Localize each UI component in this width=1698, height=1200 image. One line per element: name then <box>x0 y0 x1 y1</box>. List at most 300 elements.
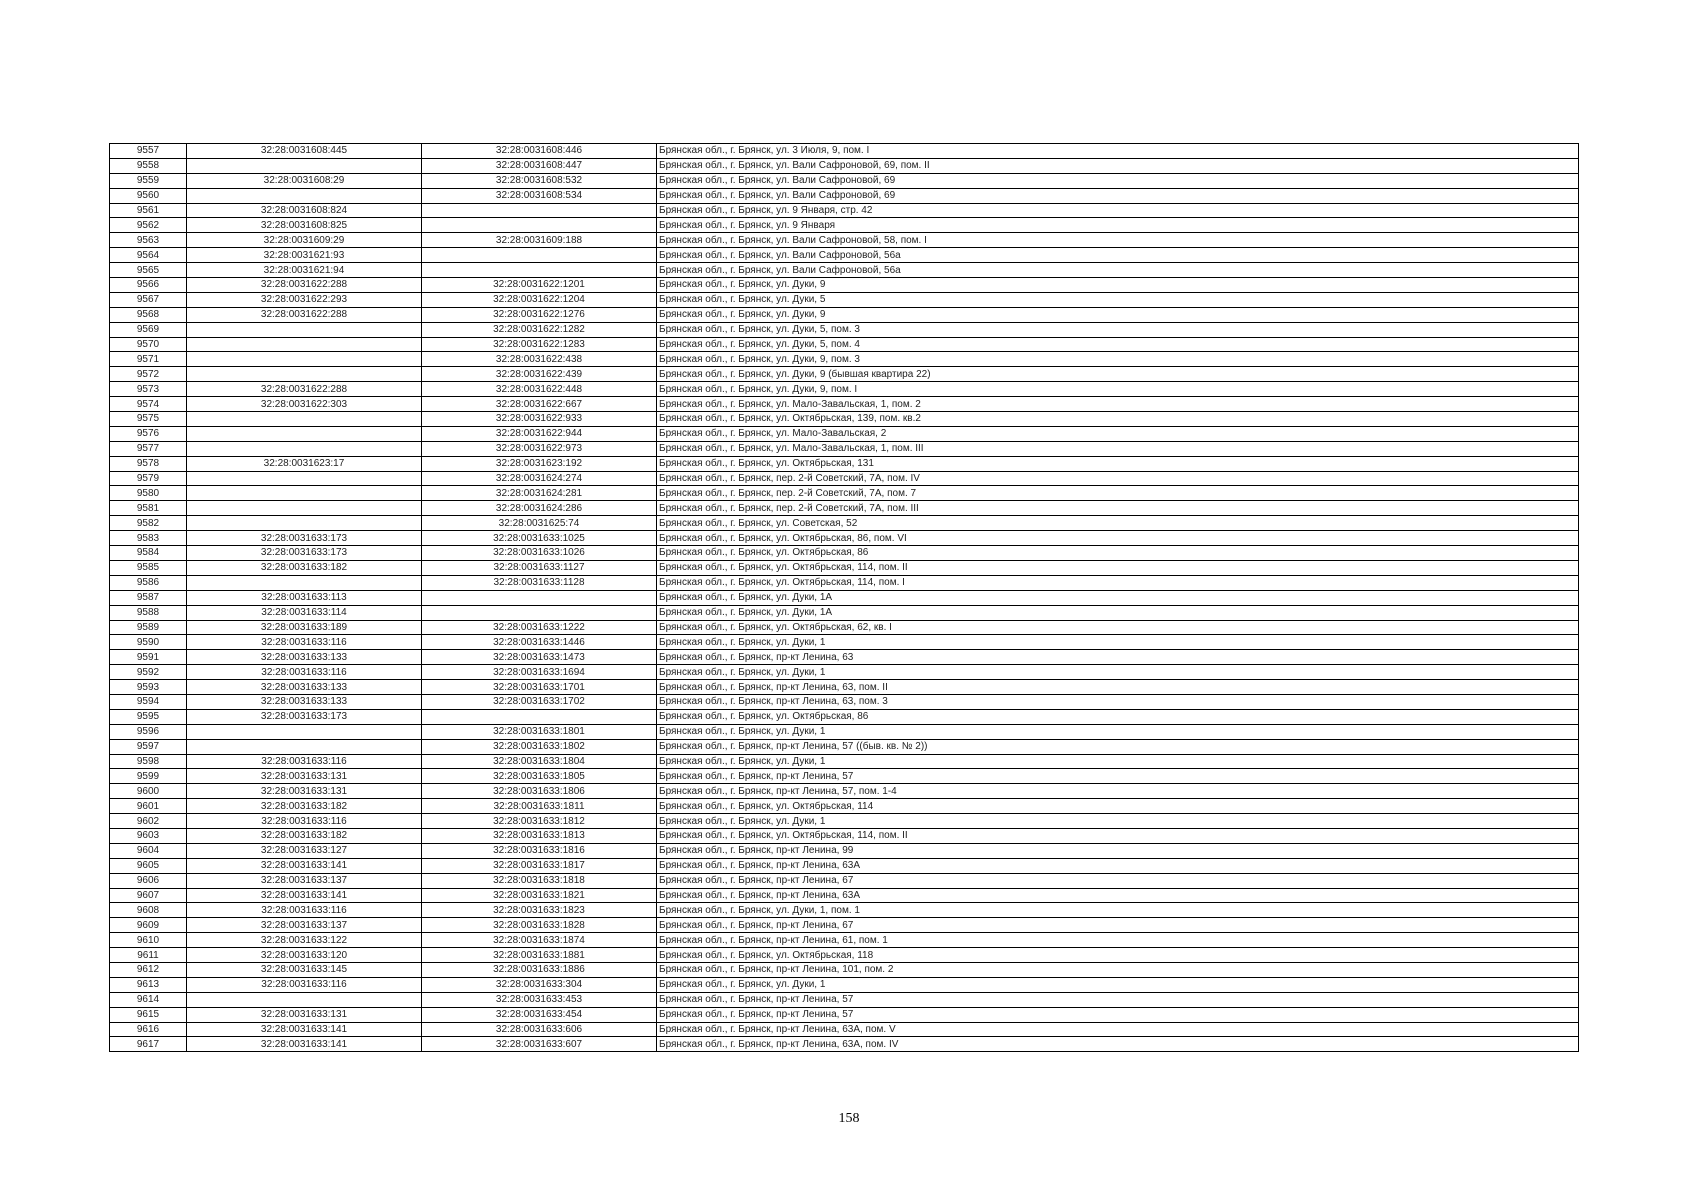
row-number-cell: 9576 <box>110 426 187 441</box>
cadastral-number-cell: 32:28:0031633:1702 <box>422 694 657 709</box>
address-cell: Брянская обл., г. Брянск, ул. Дуки, 1, пом. 1 <box>657 903 1579 918</box>
table-row <box>110 918 1579 933</box>
row-number-cell: 9578 <box>110 456 187 471</box>
table-row <box>110 709 1579 724</box>
row-number-cell: 9585 <box>110 560 187 575</box>
cadastral-number-cell: 32:28:0031633:1222 <box>422 620 657 635</box>
parent-cadastral-number-cell: 32:28:0031633:137 <box>187 918 422 933</box>
parent-cadastral-number-cell: 32:28:0031622:303 <box>187 397 422 412</box>
row-number-cell: 9606 <box>110 873 187 888</box>
address-cell: Брянская обл., г. Брянск, пр-кт Ленина, 63А <box>657 888 1579 903</box>
table-row <box>110 843 1579 858</box>
parent-cadastral-number-cell <box>187 188 422 203</box>
address-cell: Брянская обл., г. Брянск, ул. Октябрьская, 114, пом. II <box>657 828 1579 843</box>
cadastral-number-cell: 32:28:0031633:1818 <box>422 873 657 888</box>
table-row <box>110 546 1579 561</box>
address-cell: Брянская обл., г. Брянск, пр-кт Ленина, 63, пом. II <box>657 680 1579 695</box>
parent-cadastral-number-cell <box>187 426 422 441</box>
address-cell: Брянская обл., г. Брянск, ул. 9 Января <box>657 218 1579 233</box>
cadastral-number-cell: 32:28:0031633:1812 <box>422 814 657 829</box>
row-number-cell: 9572 <box>110 367 187 382</box>
table-body <box>110 144 1579 1052</box>
cadastral-number-cell: 32:28:0031633:453 <box>422 992 657 1007</box>
address-cell: Брянская обл., г. Брянск, ул. Октябрьская, 86 <box>657 546 1579 561</box>
table-row <box>110 337 1579 352</box>
row-number-cell: 9582 <box>110 516 187 531</box>
table-row <box>110 694 1579 709</box>
table-row <box>110 173 1579 188</box>
address-cell: Брянская обл., г. Брянск, ул. Вали Сафроновой, 69, пом. II <box>657 158 1579 173</box>
table-row <box>110 620 1579 635</box>
parent-cadastral-number-cell: 32:28:0031633:131 <box>187 784 422 799</box>
table-row <box>110 397 1579 412</box>
address-cell: Брянская обл., г. Брянск, ул. Дуки, 1А <box>657 605 1579 620</box>
parent-cadastral-number-cell: 32:28:0031633:131 <box>187 1007 422 1022</box>
parent-cadastral-number-cell: 32:28:0031633:182 <box>187 799 422 814</box>
row-number-cell: 9605 <box>110 858 187 873</box>
address-cell: Брянская обл., г. Брянск, пр-кт Ленина, 63А, пом. IV <box>657 1037 1579 1052</box>
address-cell: Брянская обл., г. Брянск, ул. Октябрьская, 114 <box>657 799 1579 814</box>
row-number-cell: 9558 <box>110 158 187 173</box>
cadastral-number-cell: 32:28:0031633:1701 <box>422 680 657 695</box>
address-cell: Брянская обл., г. Брянск, ул. Дуки, 9 <box>657 307 1579 322</box>
cadastral-number-cell <box>422 590 657 605</box>
row-number-cell: 9563 <box>110 233 187 248</box>
cadastral-number-cell: 32:28:0031608:532 <box>422 173 657 188</box>
table-row <box>110 903 1579 918</box>
table-row <box>110 933 1579 948</box>
parent-cadastral-number-cell: 32:28:0031633:127 <box>187 843 422 858</box>
address-cell: Брянская обл., г. Брянск, ул. 3 Июля, 9, пом. I <box>657 144 1579 159</box>
parent-cadastral-number-cell: 32:28:0031621:93 <box>187 248 422 263</box>
row-number-cell: 9616 <box>110 1022 187 1037</box>
parent-cadastral-number-cell: 32:28:0031623:17 <box>187 456 422 471</box>
table-row <box>110 1007 1579 1022</box>
parent-cadastral-number-cell <box>187 158 422 173</box>
address-cell: Брянская обл., г. Брянск, ул. Октябрьская, 114, пом. II <box>657 560 1579 575</box>
row-number-cell: 9612 <box>110 962 187 977</box>
cadastral-number-cell: 32:28:0031622:438 <box>422 352 657 367</box>
address-cell: Брянская обл., г. Брянск, пр-кт Ленина, 57 ((быв. кв. № 2)) <box>657 739 1579 754</box>
parent-cadastral-number-cell: 32:28:0031621:94 <box>187 263 422 278</box>
row-number-cell: 9574 <box>110 397 187 412</box>
row-number-cell: 9609 <box>110 918 187 933</box>
parent-cadastral-number-cell <box>187 412 422 427</box>
row-number-cell: 9561 <box>110 203 187 218</box>
table-row <box>110 144 1579 159</box>
cadastral-number-cell <box>422 709 657 724</box>
row-number-cell: 9568 <box>110 307 187 322</box>
cadastral-number-cell: 32:28:0031625:74 <box>422 516 657 531</box>
parent-cadastral-number-cell: 32:28:0031633:133 <box>187 694 422 709</box>
table-row <box>110 441 1579 456</box>
address-cell: Брянская обл., г. Брянск, пр-кт Ленина, 101, пом. 2 <box>657 962 1579 977</box>
cadastral-number-cell: 32:28:0031624:286 <box>422 501 657 516</box>
address-cell: Брянская обл., г. Брянск, ул. Мало-Завальская, 2 <box>657 426 1579 441</box>
parent-cadastral-number-cell <box>187 322 422 337</box>
address-cell: Брянская обл., г. Брянск, ул. Дуки, 9 (бывшая квартира 22) <box>657 367 1579 382</box>
cadastral-number-cell <box>422 248 657 263</box>
row-number-cell: 9599 <box>110 769 187 784</box>
cadastral-number-cell <box>422 605 657 620</box>
address-cell: Брянская обл., г. Брянск, ул. Мало-Завальская, 1, пом. 2 <box>657 397 1579 412</box>
address-cell: Брянская обл., г. Брянск, пр-кт Ленина, 57, пом. 1-4 <box>657 784 1579 799</box>
parent-cadastral-number-cell: 32:28:0031633:189 <box>187 620 422 635</box>
parent-cadastral-number-cell <box>187 352 422 367</box>
table-row <box>110 739 1579 754</box>
row-number-cell: 9593 <box>110 680 187 695</box>
table-row <box>110 233 1579 248</box>
address-cell: Брянская обл., г. Брянск, ул. Октябрьская, 62, кв. I <box>657 620 1579 635</box>
parent-cadastral-number-cell: 32:28:0031633:131 <box>187 769 422 784</box>
row-number-cell: 9615 <box>110 1007 187 1022</box>
table-row <box>110 665 1579 680</box>
parent-cadastral-number-cell <box>187 575 422 590</box>
parent-cadastral-number-cell: 32:28:0031633:141 <box>187 1037 422 1052</box>
row-number-cell: 9617 <box>110 1037 187 1052</box>
row-number-cell: 9570 <box>110 337 187 352</box>
address-cell: Брянская обл., г. Брянск, ул. Мало-Завальская, 1, пом. III <box>657 441 1579 456</box>
address-cell: Брянская обл., г. Брянск, ул. Дуки, 1 <box>657 814 1579 829</box>
row-number-cell: 9590 <box>110 635 187 650</box>
address-cell: Брянская обл., г. Брянск, ул. Дуки, 9, пом. I <box>657 382 1579 397</box>
row-number-cell: 9591 <box>110 650 187 665</box>
table-row <box>110 992 1579 1007</box>
cadastral-number-cell: 32:28:0031624:274 <box>422 471 657 486</box>
cadastral-number-cell: 32:28:0031633:1026 <box>422 546 657 561</box>
cadastral-number-cell: 32:28:0031622:439 <box>422 367 657 382</box>
table-row <box>110 575 1579 590</box>
table-row <box>110 501 1579 516</box>
parent-cadastral-number-cell: 32:28:0031622:288 <box>187 382 422 397</box>
row-number-cell: 9608 <box>110 903 187 918</box>
cadastral-number-cell: 32:28:0031622:933 <box>422 412 657 427</box>
table-row <box>110 560 1579 575</box>
table-row <box>110 680 1579 695</box>
parent-cadastral-number-cell: 32:28:0031633:113 <box>187 590 422 605</box>
table-row <box>110 650 1579 665</box>
table-row <box>110 888 1579 903</box>
parent-cadastral-number-cell <box>187 724 422 739</box>
parent-cadastral-number-cell <box>187 992 422 1007</box>
table-row <box>110 248 1579 263</box>
cadastral-number-cell: 32:28:0031633:1473 <box>422 650 657 665</box>
table-row <box>110 754 1579 769</box>
cadastral-number-cell: 32:28:0031633:454 <box>422 1007 657 1022</box>
parent-cadastral-number-cell: 32:28:0031622:293 <box>187 292 422 307</box>
row-number-cell: 9594 <box>110 694 187 709</box>
parent-cadastral-number-cell: 32:28:0031608:445 <box>187 144 422 159</box>
table-row <box>110 635 1579 650</box>
parent-cadastral-number-cell: 32:28:0031622:288 <box>187 278 422 293</box>
row-number-cell: 9604 <box>110 843 187 858</box>
address-cell: Брянская обл., г. Брянск, ул. Дуки, 9 <box>657 278 1579 293</box>
address-cell: Брянская обл., г. Брянск, ул. Октябрьская, 131 <box>657 456 1579 471</box>
row-number-cell: 9600 <box>110 784 187 799</box>
parent-cadastral-number-cell: 32:28:0031633:141 <box>187 888 422 903</box>
row-number-cell: 9571 <box>110 352 187 367</box>
cadastral-number-cell: 32:28:0031633:1816 <box>422 843 657 858</box>
row-number-cell: 9613 <box>110 977 187 992</box>
table-row <box>110 962 1579 977</box>
parent-cadastral-number-cell: 32:28:0031633:173 <box>187 531 422 546</box>
cadastral-number-cell: 32:28:0031633:1694 <box>422 665 657 680</box>
cadastral-number-cell: 32:28:0031633:1874 <box>422 933 657 948</box>
row-number-cell: 9569 <box>110 322 187 337</box>
table-row <box>110 307 1579 322</box>
cadastral-number-cell: 32:28:0031633:1804 <box>422 754 657 769</box>
cadastral-number-cell <box>422 203 657 218</box>
table-row <box>110 828 1579 843</box>
address-cell: Брянская обл., г. Брянск, ул. Октябрьская, 86 <box>657 709 1579 724</box>
cadastral-number-cell: 32:28:0031623:192 <box>422 456 657 471</box>
row-number-cell: 9580 <box>110 486 187 501</box>
address-cell: Брянская обл., г. Брянск, ул. Дуки, 1А <box>657 590 1579 605</box>
parent-cadastral-number-cell: 32:28:0031633:173 <box>187 546 422 561</box>
address-cell: Брянская обл., г. Брянск, ул. Вали Сафроновой, 56а <box>657 263 1579 278</box>
parent-cadastral-number-cell: 32:28:0031633:116 <box>187 635 422 650</box>
table-row <box>110 352 1579 367</box>
address-cell: Брянская обл., г. Брянск, ул. Октябрьская, 114, пом. I <box>657 575 1579 590</box>
cadastral-number-cell: 32:28:0031633:606 <box>422 1022 657 1037</box>
table-row <box>110 322 1579 337</box>
address-cell: Брянская обл., г. Брянск, ул. Октябрьская, 139, пом. кв.2 <box>657 412 1579 427</box>
row-number-cell: 9596 <box>110 724 187 739</box>
cadastral-number-cell: 32:28:0031633:1828 <box>422 918 657 933</box>
address-cell: Брянская обл., г. Брянск, ул. Октябрьская, 118 <box>657 948 1579 963</box>
address-cell: Брянская обл., г. Брянск, пр-кт Ленина, 57 <box>657 1007 1579 1022</box>
row-number-cell: 9562 <box>110 218 187 233</box>
cadastral-number-cell: 32:28:0031622:667 <box>422 397 657 412</box>
parent-cadastral-number-cell: 32:28:0031633:137 <box>187 873 422 888</box>
parent-cadastral-number-cell: 32:28:0031633:116 <box>187 977 422 992</box>
address-cell: Брянская обл., г. Брянск, пр-кт Ленина, 57 <box>657 992 1579 1007</box>
cadastral-number-cell: 32:28:0031633:1446 <box>422 635 657 650</box>
parent-cadastral-number-cell <box>187 337 422 352</box>
cadastral-number-cell: 32:28:0031633:1806 <box>422 784 657 799</box>
table-row <box>110 486 1579 501</box>
cadastral-number-cell: 32:28:0031622:1283 <box>422 337 657 352</box>
table-row <box>110 605 1579 620</box>
row-number-cell: 9583 <box>110 531 187 546</box>
parent-cadastral-number-cell: 32:28:0031633:116 <box>187 903 422 918</box>
cadastral-number-cell: 32:28:0031622:1204 <box>422 292 657 307</box>
row-number-cell: 9587 <box>110 590 187 605</box>
address-cell: Брянская обл., г. Брянск, ул. Дуки, 1 <box>657 635 1579 650</box>
cadastral-number-cell: 32:28:0031633:607 <box>422 1037 657 1052</box>
row-number-cell: 9557 <box>110 144 187 159</box>
table-row <box>110 218 1579 233</box>
page-number: 158 <box>838 1111 860 1126</box>
cadastral-number-cell: 32:28:0031622:1201 <box>422 278 657 293</box>
cadastral-number-cell <box>422 218 657 233</box>
table-row <box>110 278 1579 293</box>
row-number-cell: 9565 <box>110 263 187 278</box>
address-cell: Брянская обл., г. Брянск, ул. Вали Сафроновой, 58, пом. I <box>657 233 1579 248</box>
table-row <box>110 814 1579 829</box>
cadastral-number-cell: 32:28:0031633:304 <box>422 977 657 992</box>
cadastral-number-cell: 32:28:0031609:188 <box>422 233 657 248</box>
parent-cadastral-number-cell: 32:28:0031633:116 <box>187 754 422 769</box>
cadastral-number-cell: 32:28:0031622:944 <box>422 426 657 441</box>
address-cell: Брянская обл., г. Брянск, ул. Дуки, 1 <box>657 665 1579 680</box>
address-cell: Брянская обл., г. Брянск, пер. 2-й Советский, 7А, пом. III <box>657 501 1579 516</box>
cadastral-number-cell <box>422 263 657 278</box>
row-number-cell: 9581 <box>110 501 187 516</box>
cadastral-number-cell: 32:28:0031622:1276 <box>422 307 657 322</box>
cadastral-number-cell: 32:28:0031633:1821 <box>422 888 657 903</box>
parent-cadastral-number-cell: 32:28:0031622:288 <box>187 307 422 322</box>
table-row <box>110 382 1579 397</box>
row-number-cell: 9589 <box>110 620 187 635</box>
row-number-cell: 9560 <box>110 188 187 203</box>
row-number-cell: 9564 <box>110 248 187 263</box>
parent-cadastral-number-cell <box>187 471 422 486</box>
address-cell: Брянская обл., г. Брянск, ул. Вали Сафроновой, 56а <box>657 248 1579 263</box>
address-cell: Брянская обл., г. Брянск, ул. Вали Сафроновой, 69 <box>657 173 1579 188</box>
parent-cadastral-number-cell <box>187 367 422 382</box>
table-row <box>110 456 1579 471</box>
row-number-cell: 9614 <box>110 992 187 1007</box>
cadastral-number-cell: 32:28:0031624:281 <box>422 486 657 501</box>
table-row <box>110 531 1579 546</box>
parent-cadastral-number-cell: 32:28:0031633:141 <box>187 1022 422 1037</box>
cadastral-number-cell: 32:28:0031608:534 <box>422 188 657 203</box>
parent-cadastral-number-cell: 32:28:0031609:29 <box>187 233 422 248</box>
table-row <box>110 1022 1579 1037</box>
parent-cadastral-number-cell: 32:28:0031633:141 <box>187 858 422 873</box>
parent-cadastral-number-cell: 32:28:0031633:173 <box>187 709 422 724</box>
address-cell: Брянская обл., г. Брянск, пер. 2-й Советский, 7А, пом. IV <box>657 471 1579 486</box>
parent-cadastral-number-cell: 32:28:0031633:122 <box>187 933 422 948</box>
address-cell: Брянская обл., г. Брянск, ул. Октябрьская, 86, пом. VI <box>657 531 1579 546</box>
parent-cadastral-number-cell <box>187 501 422 516</box>
row-number-cell: 9575 <box>110 412 187 427</box>
table-row <box>110 516 1579 531</box>
address-cell: Брянская обл., г. Брянск, ул. Дуки, 1 <box>657 754 1579 769</box>
cadastral-number-cell: 32:28:0031633:1823 <box>422 903 657 918</box>
cadastral-number-cell: 32:28:0031608:447 <box>422 158 657 173</box>
row-number-cell: 9586 <box>110 575 187 590</box>
parent-cadastral-number-cell: 32:28:0031633:114 <box>187 605 422 620</box>
cadastral-table <box>109 143 1579 1052</box>
parent-cadastral-number-cell <box>187 739 422 754</box>
row-number-cell: 9607 <box>110 888 187 903</box>
table-row <box>110 858 1579 873</box>
parent-cadastral-number-cell: 32:28:0031633:182 <box>187 828 422 843</box>
parent-cadastral-number-cell: 32:28:0031633:120 <box>187 948 422 963</box>
row-number-cell: 9566 <box>110 278 187 293</box>
cadastral-number-cell: 32:28:0031622:1282 <box>422 322 657 337</box>
parent-cadastral-number-cell: 32:28:0031633:116 <box>187 814 422 829</box>
cadastral-number-cell: 32:28:0031633:1128 <box>422 575 657 590</box>
address-cell: Брянская обл., г. Брянск, пр-кт Ленина, 61, пом. 1 <box>657 933 1579 948</box>
parent-cadastral-number-cell: 32:28:0031608:824 <box>187 203 422 218</box>
row-number-cell: 9602 <box>110 814 187 829</box>
row-number-cell: 9611 <box>110 948 187 963</box>
parent-cadastral-number-cell: 32:28:0031633:133 <box>187 650 422 665</box>
row-number-cell: 9577 <box>110 441 187 456</box>
table-row <box>110 769 1579 784</box>
parent-cadastral-number-cell: 32:28:0031608:29 <box>187 173 422 188</box>
address-cell: Брянская обл., г. Брянск, пр-кт Ленина, 67 <box>657 873 1579 888</box>
address-cell: Брянская обл., г. Брянск, пер. 2-й Советский, 7А, пом. 7 <box>657 486 1579 501</box>
table-row <box>110 784 1579 799</box>
row-number-cell: 9567 <box>110 292 187 307</box>
table-row <box>110 412 1579 427</box>
table-row <box>110 158 1579 173</box>
address-cell: Брянская обл., г. Брянск, ул. 9 Января, стр. 42 <box>657 203 1579 218</box>
address-cell: Брянская обл., г. Брянск, ул. Вали Сафроновой, 69 <box>657 188 1579 203</box>
parent-cadastral-number-cell: 32:28:0031633:145 <box>187 962 422 977</box>
cadastral-number-cell: 32:28:0031633:1127 <box>422 560 657 575</box>
address-cell: Брянская обл., г. Брянск, ул. Дуки, 1 <box>657 977 1579 992</box>
table-row <box>110 426 1579 441</box>
parent-cadastral-number-cell <box>187 486 422 501</box>
row-number-cell: 9584 <box>110 546 187 561</box>
row-number-cell: 9559 <box>110 173 187 188</box>
row-number-cell: 9592 <box>110 665 187 680</box>
row-number-cell: 9579 <box>110 471 187 486</box>
table-row <box>110 724 1579 739</box>
row-number-cell: 9610 <box>110 933 187 948</box>
table-row <box>110 471 1579 486</box>
table-row <box>110 799 1579 814</box>
address-cell: Брянская обл., г. Брянск, пр-кт Ленина, 57 <box>657 769 1579 784</box>
address-cell: Брянская обл., г. Брянск, ул. Дуки, 9, пом. 3 <box>657 352 1579 367</box>
parent-cadastral-number-cell: 32:28:0031633:182 <box>187 560 422 575</box>
parent-cadastral-number-cell <box>187 516 422 531</box>
row-number-cell: 9603 <box>110 828 187 843</box>
cadastral-number-cell: 32:28:0031633:1811 <box>422 799 657 814</box>
parent-cadastral-number-cell: 32:28:0031633:116 <box>187 665 422 680</box>
table-row <box>110 367 1579 382</box>
row-number-cell: 9595 <box>110 709 187 724</box>
cadastral-number-cell: 32:28:0031608:446 <box>422 144 657 159</box>
address-cell: Брянская обл., г. Брянск, ул. Дуки, 5, пом. 3 <box>657 322 1579 337</box>
cadastral-number-cell: 32:28:0031622:973 <box>422 441 657 456</box>
table-row <box>110 1037 1579 1052</box>
address-cell: Брянская обл., г. Брянск, пр-кт Ленина, 63, пом. 3 <box>657 694 1579 709</box>
row-number-cell: 9601 <box>110 799 187 814</box>
address-cell: Брянская обл., г. Брянск, ул. Дуки, 5, пом. 4 <box>657 337 1579 352</box>
cadastral-number-cell: 32:28:0031633:1881 <box>422 948 657 963</box>
row-number-cell: 9598 <box>110 754 187 769</box>
cadastral-number-cell: 32:28:0031622:448 <box>422 382 657 397</box>
table-row <box>110 292 1579 307</box>
table-row <box>110 977 1579 992</box>
address-cell: Брянская обл., г. Брянск, пр-кт Ленина, 63А, пом. V <box>657 1022 1579 1037</box>
row-number-cell: 9588 <box>110 605 187 620</box>
cadastral-number-cell: 32:28:0031633:1813 <box>422 828 657 843</box>
table-row <box>110 948 1579 963</box>
address-cell: Брянская обл., г. Брянск, ул. Дуки, 5 <box>657 292 1579 307</box>
cadastral-number-cell: 32:28:0031633:1886 <box>422 962 657 977</box>
address-cell: Брянская обл., г. Брянск, пр-кт Ленина, 63 <box>657 650 1579 665</box>
row-number-cell: 9573 <box>110 382 187 397</box>
address-cell: Брянская обл., г. Брянск, пр-кт Ленина, 63А <box>657 858 1579 873</box>
cadastral-number-cell: 32:28:0031633:1801 <box>422 724 657 739</box>
table-row <box>110 873 1579 888</box>
table-row <box>110 263 1579 278</box>
table-row <box>110 203 1579 218</box>
table-row <box>110 188 1579 203</box>
cadastral-number-cell: 32:28:0031633:1805 <box>422 769 657 784</box>
address-cell: Брянская обл., г. Брянск, пр-кт Ленина, 67 <box>657 918 1579 933</box>
row-number-cell: 9597 <box>110 739 187 754</box>
address-cell: Брянская обл., г. Брянск, ул. Дуки, 1 <box>657 724 1579 739</box>
cadastral-number-cell: 32:28:0031633:1802 <box>422 739 657 754</box>
